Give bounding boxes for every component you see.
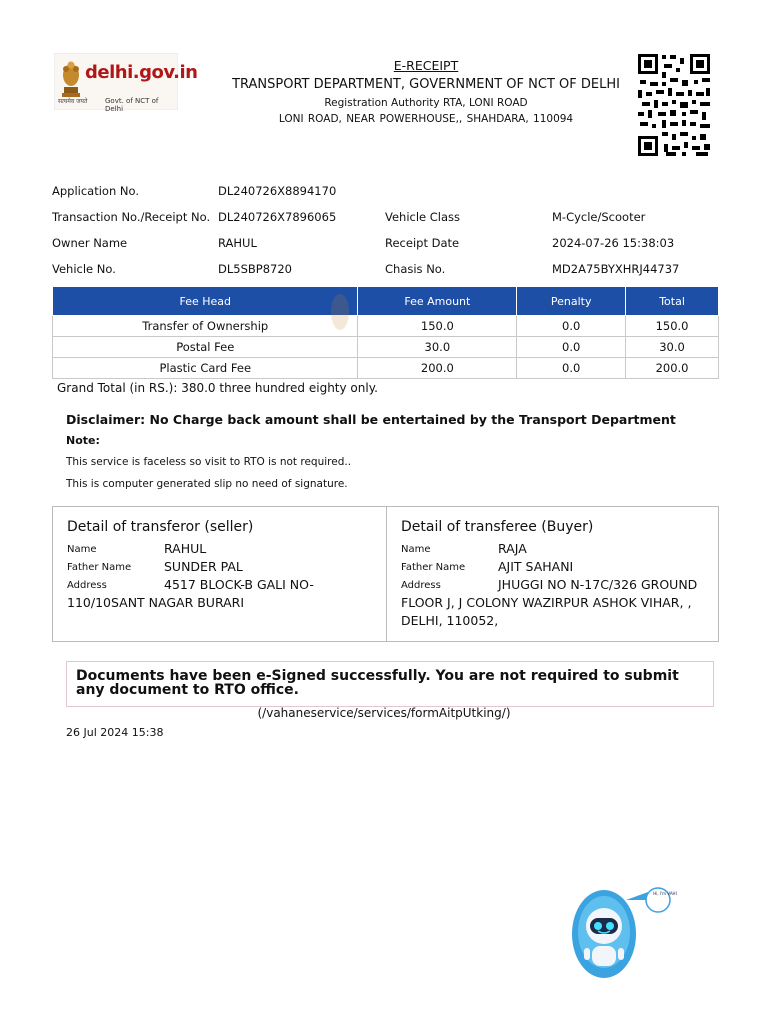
department-name: TRANSPORT DEPARTMENT, GOVERNMENT OF NCT OF DELHI: [232, 77, 620, 92]
transaction-no-value: DL240726X7896065: [218, 210, 337, 224]
transfer-parties-box: [52, 506, 719, 642]
total-cell: 200.0: [626, 358, 719, 379]
esign-success-box: [66, 661, 714, 707]
table-row: [53, 358, 719, 379]
transaction-no-label: Transaction No./Receipt No.: [52, 210, 211, 224]
fee-head-cell: Plastic Card Fee: [53, 358, 358, 379]
qr-code-icon: [636, 52, 712, 158]
computer-generated-note: This is computer generated slip no need of signature.: [66, 478, 348, 490]
buyer-name: RAJA: [498, 541, 527, 556]
logo-motto: सत्यमेव जयते: [58, 98, 88, 105]
authority-address: LONI ROAD, NEAR POWERHOUSE,, SHAHDARA, 110094: [278, 113, 574, 125]
delhi-gov-logo: [54, 53, 198, 113]
application-no-label: Application No.: [52, 184, 140, 198]
fee-head-cell: Postal Fee: [53, 337, 358, 358]
penalty-cell: 0.0: [517, 337, 626, 358]
fee-head-cell: Transfer of Ownership: [53, 316, 358, 337]
seller-address-line1: 4517 BLOCK-B GALI NO-: [164, 577, 314, 592]
print-timestamp: 26 Jul 2024 15:38: [66, 726, 164, 739]
receipt-title: E-RECEIPT: [393, 58, 459, 73]
total-cell: 30.0: [626, 337, 719, 358]
disclaimer-title: Disclaimer: No Charge back amount shall be entertained by the Transport Department: [66, 412, 676, 427]
receipt-date-value: 2024-07-26 15:38:03: [552, 236, 675, 250]
registration-authority: Registration Authority RTA, LONI ROAD: [324, 97, 528, 109]
chatbot-robot-icon[interactable]: [566, 882, 672, 982]
buyer-address-label: Address: [401, 580, 441, 591]
penalty-cell: 0.0: [517, 358, 626, 379]
receipt-date-label: Receipt Date: [385, 236, 460, 250]
fee-amount-column: Fee Amount: [358, 287, 517, 316]
parties-divider: [386, 507, 387, 641]
seller-name-label: Name: [67, 544, 97, 555]
seller-address-label: Address: [67, 580, 107, 591]
fee-amount-cell: 150.0: [358, 316, 517, 337]
chatbot-bubble-text: Hi, I'm VAHI: [653, 891, 677, 896]
buyer-address-line3: DELHI, 110052,: [401, 613, 499, 628]
buyer-address-line1: JHUGGI NO N-17C/326 GROUND: [498, 577, 698, 592]
vehicle-no-value: DL5SBP8720: [218, 262, 292, 276]
faceless-note: This service is faceless so visit to RTO is not required..: [66, 456, 352, 468]
total-cell: 150.0: [626, 316, 719, 337]
penalty-cell: 0.0: [517, 316, 626, 337]
table-row: [53, 337, 719, 358]
watermark-logo-icon: [318, 286, 482, 336]
note-label: Note:: [66, 434, 100, 447]
vehicle-no-label: Vehicle No.: [52, 262, 116, 276]
fee-head-column: Fee Head: [53, 287, 358, 316]
seller-father-name: SUNDER PAL: [164, 559, 243, 574]
application-no-value: DL240726X8894170: [218, 184, 337, 198]
vehicle-class-value: M-Cycle/Scooter: [552, 210, 646, 224]
owner-name-value: RAHUL: [218, 236, 257, 250]
buyer-heading: Detail of transferee (Buyer): [401, 519, 594, 535]
buyer-name-label: Name: [401, 544, 431, 555]
chasis-no-label: Chasis No.: [385, 262, 446, 276]
buyer-father-name: AJIT SAHANI: [498, 559, 574, 574]
service-url: (/vahaneservice/services/formAitpUtking/): [257, 706, 511, 720]
esign-message: Documents have been e-Signed successfully. You are not required to submit any document to RTO office.: [76, 668, 679, 698]
logo-brand-text: delhi.gov.in: [85, 62, 198, 83]
grand-total: Grand Total (in RS.): 380.0 three hundred eighty only.: [57, 381, 378, 395]
seller-heading: Detail of transferor (seller): [67, 519, 254, 535]
seller-father-label: Father Name: [67, 562, 132, 573]
owner-name-label: Owner Name: [52, 236, 128, 250]
total-column: Total: [626, 287, 719, 316]
seller-name: RAHUL: [164, 541, 207, 556]
vehicle-class-label: Vehicle Class: [385, 210, 461, 224]
fee-amount-cell: 200.0: [358, 358, 517, 379]
buyer-address-line2: FLOOR J, J COLONY WAZIRPUR ASHOK VIHAR, ,: [401, 595, 692, 610]
penalty-column: Penalty: [517, 287, 626, 316]
fee-amount-cell: 30.0: [358, 337, 517, 358]
chasis-no-value: MD2A75BYXHRJ44737: [552, 262, 680, 276]
logo-subtitle: Govt. of NCT of Delhi: [105, 97, 159, 113]
buyer-father-label: Father Name: [401, 562, 466, 573]
seller-address-line2: 110/10SANT NAGAR BURARI: [67, 595, 245, 610]
